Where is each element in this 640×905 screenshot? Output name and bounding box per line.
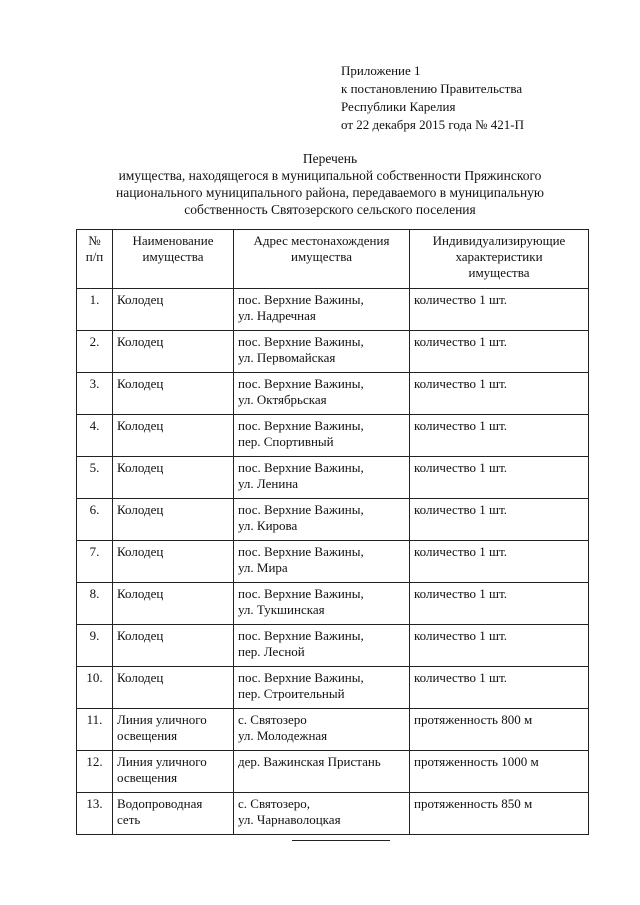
- property-name-line: Колодец: [117, 670, 164, 685]
- property-address-line: пос. Верхние Важины,: [238, 334, 364, 349]
- row-number: 11.: [77, 709, 113, 751]
- row-number: 13.: [77, 793, 113, 835]
- property-address: [234, 751, 410, 793]
- appendix-line: Приложение 1: [341, 63, 421, 78]
- table-row: [77, 289, 589, 331]
- property-specs: количество 1 шт.: [410, 541, 589, 583]
- property-name: [113, 667, 234, 709]
- appendix-block: [341, 62, 524, 134]
- property-address-line: ул. Ленина: [238, 476, 299, 491]
- row-number: 10.: [77, 667, 113, 709]
- title-heading: Перечень: [302, 151, 358, 166]
- table-row: [77, 373, 589, 415]
- table-row: [77, 667, 589, 709]
- row-number: 12.: [77, 751, 113, 793]
- property-name-line: освещения: [117, 728, 178, 743]
- property-address-line: пос. Верхние Важины,: [238, 628, 364, 643]
- property-specs: количество 1 шт.: [410, 625, 589, 667]
- property-address-line: пер. Лесной: [238, 644, 305, 659]
- property-name: [113, 289, 234, 331]
- table-row: [77, 331, 589, 373]
- property-name-line: Колодец: [117, 502, 164, 517]
- property-name-line: сеть: [117, 812, 141, 827]
- property-address-line: пер. Строительный: [238, 686, 345, 701]
- property-address-line: пер. Спортивный: [238, 434, 334, 449]
- property-name-line: освещения: [117, 770, 178, 785]
- property-name-line: Колодец: [117, 376, 164, 391]
- header-name: Наименование имущества: [113, 230, 234, 289]
- property-address-line: ул. Чарнаволоцкая: [238, 812, 341, 827]
- property-name: [113, 415, 234, 457]
- table-body: [77, 289, 589, 835]
- property-specs: протяженность 800 м: [410, 709, 589, 751]
- property-address-line: дер. Важинская Пристань: [238, 754, 381, 769]
- property-name-line: Линия уличного: [117, 754, 207, 769]
- property-address: [234, 793, 410, 835]
- property-name: [113, 331, 234, 373]
- row-number: 4.: [77, 415, 113, 457]
- table-row: [77, 793, 589, 835]
- row-number: 7.: [77, 541, 113, 583]
- property-specs: количество 1 шт.: [410, 331, 589, 373]
- property-address-line: ул. Кирова: [238, 518, 298, 533]
- property-name-line: Колодец: [117, 418, 164, 433]
- property-specs: количество 1 шт.: [410, 583, 589, 625]
- property-name-line: Колодец: [117, 586, 164, 601]
- property-address: [234, 709, 410, 751]
- table-row: [77, 625, 589, 667]
- table-header-row: [77, 230, 589, 289]
- property-address-line: пос. Верхние Важины,: [238, 502, 364, 517]
- table-row: [77, 751, 589, 793]
- row-number: 9.: [77, 625, 113, 667]
- property-address: [234, 499, 410, 541]
- table-row: [77, 499, 589, 541]
- property-address: [234, 541, 410, 583]
- property-address-line: ул. Молодежная: [238, 728, 328, 743]
- property-name: [113, 793, 234, 835]
- property-specs: количество 1 шт.: [410, 289, 589, 331]
- header-num: № п/п: [77, 230, 113, 289]
- row-number: 8.: [77, 583, 113, 625]
- property-address-line: пос. Верхние Важины,: [238, 670, 364, 685]
- property-address-line: пос. Верхние Важины,: [238, 292, 364, 307]
- property-name-line: Колодец: [117, 628, 164, 643]
- property-address-line: пос. Верхние Важины,: [238, 586, 364, 601]
- table-row: [77, 709, 589, 751]
- property-address-line: ул. Тукшинская: [238, 602, 325, 617]
- property-address-line: пос. Верхние Важины,: [238, 460, 364, 475]
- row-number: 1.: [77, 289, 113, 331]
- appendix-line: к постановлению Правительства: [341, 81, 523, 96]
- property-table: [76, 229, 589, 835]
- property-address-line: ул. Первомайская: [238, 350, 336, 365]
- property-address-line: пос. Верхние Важины,: [238, 376, 364, 391]
- title-line: имущества, находящегося в муниципальной собственности Пряжинского: [118, 168, 542, 183]
- property-specs: протяженность 1000 м: [410, 751, 589, 793]
- property-address-line: ул. Октябрьская: [238, 392, 327, 407]
- table-row: [77, 415, 589, 457]
- property-address: [234, 667, 410, 709]
- title-line: собственность Святозерского сельского поселения: [184, 202, 476, 217]
- property-name: [113, 625, 234, 667]
- property-specs: количество 1 шт.: [410, 499, 589, 541]
- property-address-line: ул. Надречная: [238, 308, 316, 323]
- header-specs: Индивидуализирующие характеристики имущества: [410, 230, 589, 289]
- row-number: 3.: [77, 373, 113, 415]
- row-number: 6.: [77, 499, 113, 541]
- footer-divider: [292, 840, 390, 841]
- property-name: [113, 457, 234, 499]
- property-address: [234, 373, 410, 415]
- property-name: [113, 499, 234, 541]
- property-name-line: Колодец: [117, 544, 164, 559]
- property-address-line: ул. Мира: [238, 560, 288, 575]
- property-name-line: Водопроводная: [117, 796, 203, 811]
- property-specs: количество 1 шт.: [410, 457, 589, 499]
- property-name-line: Колодец: [117, 292, 164, 307]
- property-name: [113, 751, 234, 793]
- property-address: [234, 289, 410, 331]
- property-address-line: пос. Верхние Важины,: [238, 418, 364, 433]
- property-specs: протяженность 850 м: [410, 793, 589, 835]
- property-address-line: с. Святозеро,: [238, 796, 311, 811]
- property-name-line: Колодец: [117, 460, 164, 475]
- header-address: Адрес местонахождения имущества: [234, 230, 410, 289]
- property-address: [234, 625, 410, 667]
- document-title: [60, 150, 600, 218]
- property-name: [113, 373, 234, 415]
- property-specs: количество 1 шт.: [410, 415, 589, 457]
- appendix-line: от 22 декабря 2015 года № 421-П: [341, 117, 525, 132]
- property-name: [113, 709, 234, 751]
- property-specs: количество 1 шт.: [410, 373, 589, 415]
- property-name-line: Линия уличного: [117, 712, 207, 727]
- table-row: [77, 457, 589, 499]
- row-number: 2.: [77, 331, 113, 373]
- property-address-line: пос. Верхние Важины,: [238, 544, 364, 559]
- table-row: [77, 583, 589, 625]
- row-number: 5.: [77, 457, 113, 499]
- property-address: [234, 331, 410, 373]
- property-specs: количество 1 шт.: [410, 667, 589, 709]
- property-name: [113, 583, 234, 625]
- property-name-line: Колодец: [117, 334, 164, 349]
- title-line: национального муниципального района, передаваемого в муниципальную: [115, 185, 545, 200]
- appendix-line: Республики Карелия: [341, 99, 456, 114]
- property-address: [234, 583, 410, 625]
- property-address: [234, 457, 410, 499]
- property-address-line: с. Святозеро: [238, 712, 307, 727]
- table-row: [77, 541, 589, 583]
- property-address: [234, 415, 410, 457]
- property-name: [113, 541, 234, 583]
